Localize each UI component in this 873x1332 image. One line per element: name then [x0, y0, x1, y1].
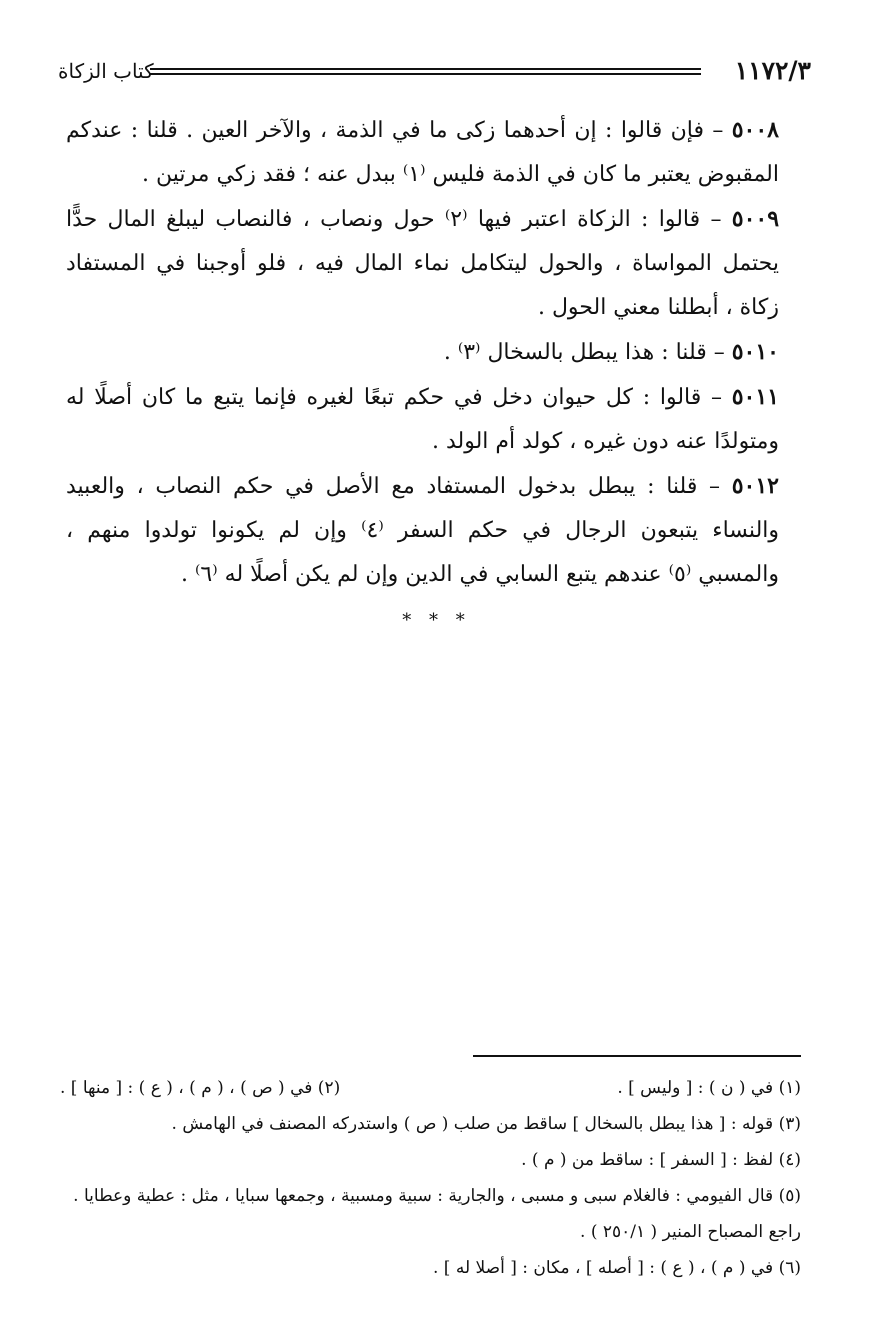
- footnote-5-reference: راجع المصباح المنير ( ٢٥٠/١ ) .: [580, 1222, 801, 1242]
- page-number: ١١٧٢/٣: [734, 56, 811, 85]
- footnote-2: (٢) في ( ص ) ، ( م ) ، ( ع ) : [ منها ] .: [60, 1078, 341, 1098]
- paragraph-5010: [66, 330, 805, 375]
- footnote-row-1-2: [60, 1070, 801, 1106]
- paragraph-text: – فإن قالوا : إن أحدهما زكى ما في الذمة ، والآخر العين . قلنا : عندكم المقبوض يعتبر ما كان في الذمة فليس ⁽١⁾ ببدل عنه ؛ فقد زكي مرتين .: [66, 118, 779, 187]
- paragraph-5011: [66, 375, 805, 464]
- paragraph-number: ٥٠١٢: [731, 473, 779, 499]
- header-rule-top: [150, 68, 701, 70]
- running-title: كتاب الزكاة: [58, 59, 154, 83]
- section-divider: * * *: [402, 610, 471, 631]
- paragraph-text: – قالوا : كل حيوان دخل في حكم تبعًا لغيره فإنما يتبع ما كان أصلًا له ومتولدًا عنه دون غيره ، كولد أم الولد .: [66, 385, 779, 454]
- paragraph-text: – قلنا : يبطل بدخول المستفاد مع الأصل في حكم النصاب ، والعبيد والنساء يتبعون الرجال في حكم السفر ⁽٤⁾ وإن لم يكونوا تولدوا منهم ، والمسبي ⁽٥⁾ عندهم يتبع السابي في الدين وإن لم يكن أصلًا له ⁽٦⁾ .: [66, 474, 780, 587]
- footnote-4: (٤) لفظ : [ السفر ] : ساقط من ( م ) .: [521, 1150, 801, 1170]
- header-rule-bottom: [150, 73, 701, 75]
- paragraph-text: – قالوا : الزكاة اعتبر فيها ⁽٢⁾ حول ونصاب ، فالنصاب ليبلغ المال حدًّا يحتمل المواساة ، والحول ليتكامل نماء المال فيه ، فلو أوجبنا في المستفاد زكاة ، أبطلنا معني الحول .: [66, 207, 779, 320]
- paragraph-5008: [66, 108, 805, 197]
- main-text: [66, 108, 805, 597]
- page-header: [58, 54, 811, 88]
- footnote-rule: [473, 1055, 801, 1057]
- paragraph-number: ٥٠١١: [731, 384, 779, 410]
- paragraph-5009: [66, 197, 805, 330]
- footnotes: [60, 1070, 801, 1286]
- paragraph-5012: [66, 464, 805, 597]
- footnote-3: (٣) قوله : [ هذا يبطل بالسخال ] ساقط من صلب ( ص ) واستدركه المصنف في الهامش .: [171, 1114, 801, 1134]
- footnote-5: (٥) قال الفيومي : فالغلام سبى و مسبى ، والجارية : سبية ومسبية ، وجمعها سبايا ، مثل : عطية وعطايا .: [73, 1186, 801, 1206]
- paragraph-text: – قلنا : هذا يبطل بالسخال ⁽٣⁾ .: [443, 340, 732, 365]
- paragraph-number: ٥٠١٠: [731, 339, 779, 365]
- paragraph-number: ٥٠٠٨: [731, 117, 779, 143]
- paragraph-number: ٥٠٠٩: [731, 206, 780, 232]
- footnote-1: (١) في ( ن ) : [ وليس ] .: [617, 1078, 801, 1098]
- footnote-6: (٦) في ( م ) ، ( ع ) : [ أصله ] ، مكان : [ أصلا له ] .: [433, 1258, 801, 1278]
